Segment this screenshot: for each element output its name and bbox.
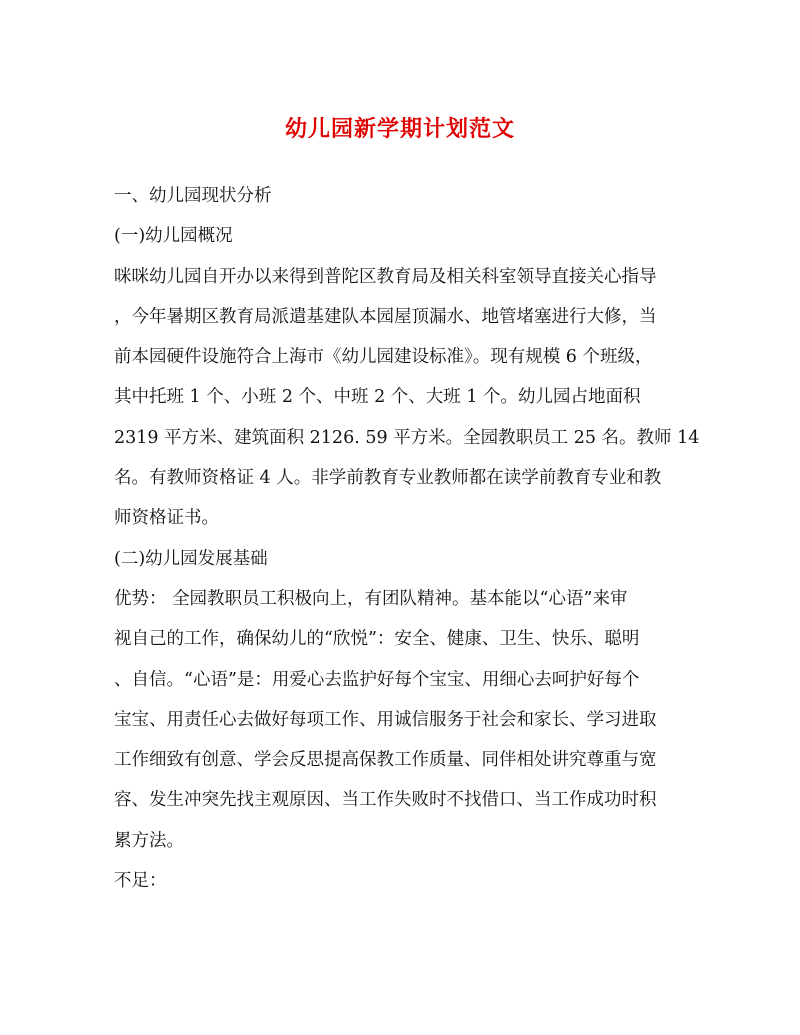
paragraph-line: 工作细致有创意、学会反思提高保教工作质量、同伴相处讲究尊重与宽 [114,750,657,771]
paragraph-line: 2319 平方米、建筑面积 2126. 59 平方米。全园教职员工 25 名。教师 14 [114,427,700,448]
subsection-heading-overview: (一)幼儿园概况 [114,226,233,247]
paragraph-line: 视自己的工作，确保幼儿的“欣悦”：安全、健康、卫生、快乐、聪明 [114,629,640,650]
section-heading-current-status: 一、幼儿园现状分析 [114,186,272,206]
paragraph-line: 优势： 全园教职员工积极向上，有团队精神。基本能以“心语”来审 [114,588,628,609]
document-title: 幼儿园新学期计划范文 [284,116,515,142]
paragraph-line: 其中托班 1 个、小班 2 个、中班 2 个、大班 1 个。幼儿园占地面积 [114,387,641,408]
document-body [114,176,700,901]
paragraph-line: 名。有教师资格证 4 人。非学前教育专业教师都在读学前教育专业和教 [114,468,662,489]
paragraph-line: 不足： [114,871,167,892]
paragraph-line: 累方法。 [114,830,184,851]
paragraph-line: 前本园硬件设施符合上海市《幼儿园建设标准》。现有规模 6 个班级， [114,347,653,368]
paragraph-line: 、自信。“心语”是：用爱心去监护好每个宝宝、用细心去呵护好每个 [114,669,640,690]
paragraph-line: ，今年暑期区教育局派遣基建队本园屋顶漏水、地管堵塞进行大修，当 [114,306,657,327]
paragraph-line: 咪咪幼儿园自开办以来得到普陀区教育局及相关科室领导直接关心指导 [114,266,657,287]
paragraph-line: 宝宝、用责任心去做好每项工作、用诚信服务于社会和家长、学习进取 [114,709,657,730]
paragraph-line: 师资格证书。 [114,508,219,529]
subsection-heading-development-basis: (二)幼儿园发展基础 [114,548,268,569]
paragraph-line: 容、发生冲突先找主观原因、当工作失败时不找借口、当工作成功时积 [114,790,657,811]
